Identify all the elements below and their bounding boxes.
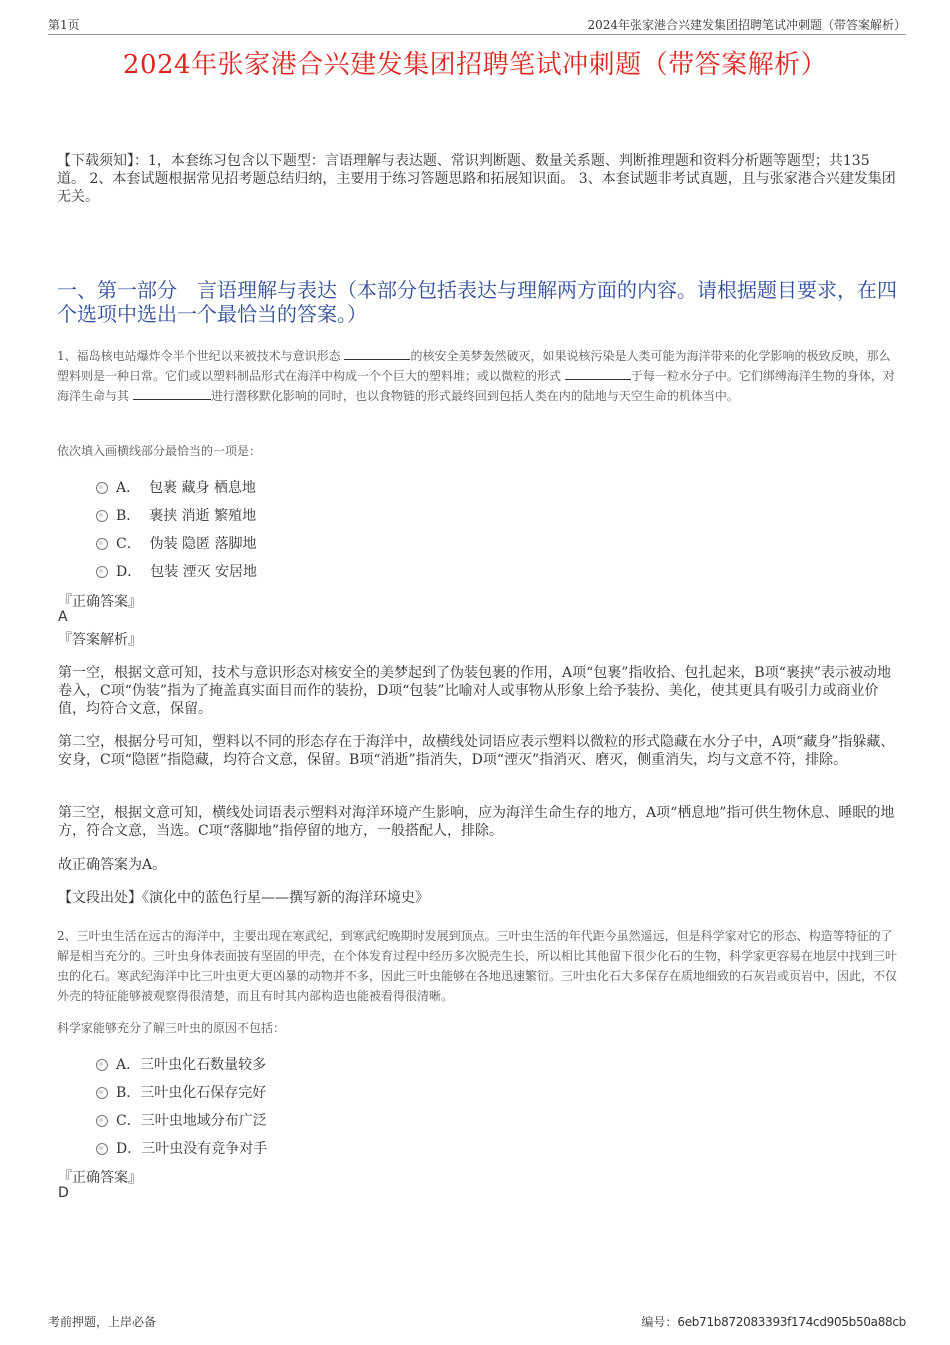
question-1-text-part-a: 1、福岛核电站爆炸令半个世纪以来被技术与意识形态: [57, 349, 345, 363]
question-1-options: [96, 477, 596, 589]
question-2-text: 2、三叶虫生活在远古的海洋中，主要出现在寒武纪，到寒武纪晚期时发展到顶点。三叶虫生活的年代距今虽然遥远，但是科学家对它的形态、构造等特征的了解是相当充分的。三叶虫身体表面披有坚固的甲壳，在个体发育过程中经历多次脱壳生长，所以相比其他留下很少化石的生物，科学家更容易在地层中找到三叶虫的化石。寒武纪海洋中比三叶虫更大更凶暴的动物并不多，因此三叶虫能够在各地迅速繁衍。三叶虫化石大多保存在质地细致的石灰岩或页岩中，因此，不仅外壳的特征能够被观察得很清楚，而且有时其内部构造也能被看得很清晰。: [57, 929, 898, 1003]
option-label: C． 伪装 隐匿 落脚地: [116, 536, 257, 552]
analysis-paragraph-3: 第三空，根据文意可知，横线处词语表示塑料对海洋环境产生影响，应为海洋生命生存的地方，A项“栖息地”指可供生物休息、睡眠的地方，符合文意，当选。C项“落脚地”指停留的地方，一般搭配人，排除。: [58, 805, 895, 839]
radio-button[interactable]: [96, 1059, 108, 1071]
question-2-prompt: 科学家能够充分了解三叶虫的原因不包括：: [57, 1021, 286, 1035]
question-1-text-part-b: 的核安全美梦轰然破灭，如果说核污染是人类可能为海洋带来的化学影响的极致反映，那么塑料则是一种日常。它们或以塑料制品形式在海洋中构成一个个巨大的塑料堆；或以微粒的形式: [57, 349, 891, 383]
footer-code-value: 6eb71b872083393f174cd905b50a88cb: [677, 1315, 906, 1329]
option-d[interactable]: [96, 561, 596, 589]
analysis-paragraph-2: 第二空，根据分号可知，塑料以不同的形态存在于海洋中，故横线处词语应表示塑料以微粒的形式隐藏在水分子中，A项“藏身”指躲藏、安身，C项“隐匿”指隐藏，均符合文意，保留。B项“消逝”指消失，D项“湮灭”指消灭、磨灭，侧重消失，均与文意不符，排除。: [58, 734, 895, 768]
question-1-text: [57, 346, 897, 406]
option-b[interactable]: [96, 1082, 596, 1110]
analysis-label: 『答案解析』: [58, 632, 142, 648]
option-label: D． 包装 湮灭 安居地: [116, 564, 258, 580]
page-title: 2024年张家港合兴建发集团招聘笔试冲刺题（带答案解析）: [122, 50, 828, 80]
radio-button[interactable]: [96, 566, 108, 578]
source-citation: 【文段出处】《演化中的蓝色行星——撰写新的海洋环境史》: [58, 890, 429, 906]
analysis-conclusion: 故正确答案为A。: [58, 857, 167, 873]
footer-slogan: 考前押题，上岸必备: [48, 1315, 157, 1329]
section-1-title: 一、第一部分 言语理解与表达（本部分包括表达与理解两方面的内容。请根据题目要求，在四个选项中选出一个最恰当的答案。）: [57, 278, 897, 326]
question-1-prompt: 依次填入画横线部分最恰当的一项是：: [57, 444, 262, 458]
option-a[interactable]: [96, 477, 596, 505]
fill-blank-3: [133, 387, 211, 400]
option-label: B． 裹挟 消逝 繁殖地: [116, 508, 257, 524]
fill-blank-2: [565, 367, 631, 380]
header-doc-title: 2024年张家港合兴建发集团招聘笔试冲刺题（带答案解析）: [587, 18, 906, 32]
radio-button[interactable]: [96, 1087, 108, 1099]
correct-answer-value: A: [58, 609, 68, 625]
radio-button[interactable]: [96, 482, 108, 494]
correct-answer-label: 『正确答案』: [58, 1170, 142, 1186]
radio-button[interactable]: [96, 1115, 108, 1127]
fill-blank-1: [344, 347, 410, 360]
option-b[interactable]: [96, 505, 596, 533]
question-1-text-part-c: 于每一粒水分子中。它们绑缚海洋生物的身体，对海洋生命与其: [57, 369, 895, 403]
option-label: A． 包裹 藏身 栖息地: [116, 480, 256, 496]
correct-answer-value: D: [58, 1185, 69, 1201]
option-a[interactable]: [96, 1054, 596, 1082]
analysis-paragraph-1: 第一空，根据文意可知，技术与意识形态对核安全的美梦起到了伪装包裹的作用，A项“包裹”指收拾、包扎起来，B项“裹挟”表示被动地卷入，C项“伪装”指为了掩盖真实面目而作的装扮，D项“包装”比喻对人或事物从形象上给予装扮、美化，使其更具有吸引力或商业价值，均符合文意，保留。: [58, 665, 892, 717]
radio-button[interactable]: [96, 538, 108, 550]
radio-button[interactable]: [96, 1143, 108, 1155]
download-notice: 【下载须知】：1，本套练习包含以下题型：言语理解与表达题、常识判断题、数量关系题、判断推理题和资料分析题等题型；共135道。 2、本套试题根据常见招考题总结归纳，主要用于练习答题思路和拓展知识面。 3、本套试题非考试真题，且与张家港合兴建发集团无关。: [57, 153, 896, 205]
option-label: B．三叶虫化石保存完好: [116, 1085, 267, 1101]
option-d[interactable]: [96, 1138, 596, 1166]
footer-code-label: 编号：: [641, 1315, 678, 1329]
option-label: C．三叶虫地域分布广泛: [116, 1113, 267, 1129]
option-label: D．三叶虫没有竞争对手: [116, 1141, 268, 1157]
correct-answer-label: 『正确答案』: [58, 594, 142, 610]
radio-button[interactable]: [96, 510, 108, 522]
option-c[interactable]: [96, 533, 596, 561]
option-c[interactable]: [96, 1110, 596, 1138]
footer-code: [641, 1313, 906, 1330]
page-number: 第1页: [48, 18, 80, 32]
question-1-text-part-d: 进行潜移默化影响的同时，也以食物链的形式最终回到包括人类在内的陆地与天空生命的机体当中。: [210, 389, 739, 403]
question-2-options: [96, 1054, 596, 1166]
page-header: [48, 16, 906, 35]
option-label: A．三叶虫化石数量较多: [116, 1057, 267, 1073]
